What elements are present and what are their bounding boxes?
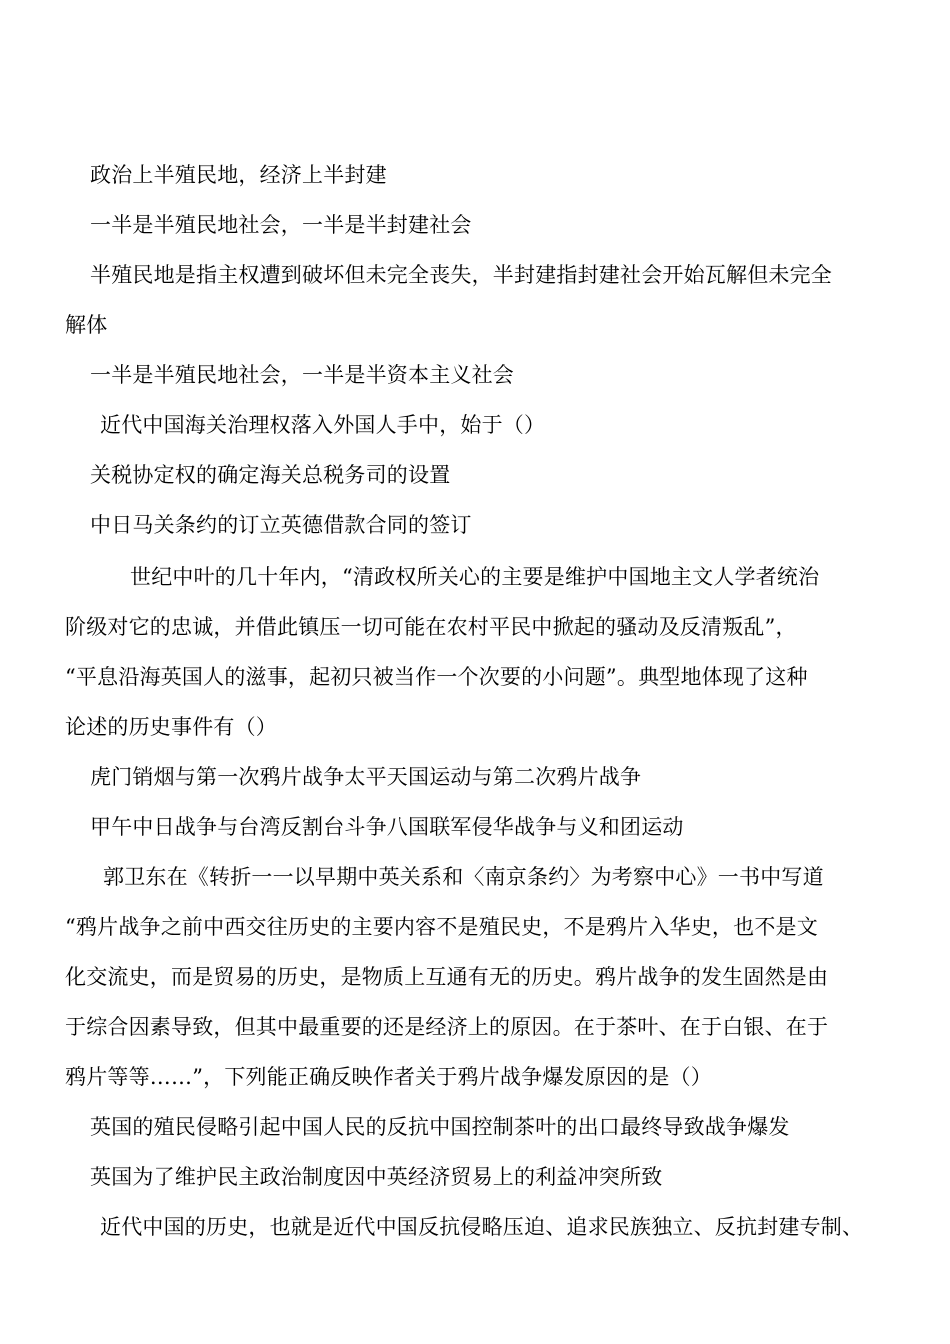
question-line-continued: 于综合因素导致，但其中最重要的还是经济上的原因。在于茶叶、在于白银、在于 bbox=[65, 1015, 829, 1039]
question-line: 近代中国的历史，也就是近代中国反抗侵略压迫、追求民族独立、反抗封建专制、 bbox=[100, 1215, 864, 1239]
option-line: 政治上半殖民地，经济上半封建 bbox=[90, 163, 387, 187]
question-line-continued: “平息沿海英国人的滋事，起初只被当作一个次要的小问题”。典型地体现了这种 bbox=[65, 665, 808, 689]
option-line: 半殖民地是指主权遭到破坏但未完全丧失，半封建指封建社会开始瓦解但未完全 bbox=[90, 263, 832, 287]
option-line: 甲午中日战争与台湾反割台斗争八国联军侵华战争与义和团运动 bbox=[90, 815, 684, 839]
option-line: 英国为了维护民主政治制度因中英经济贸易上的利益冲突所致 bbox=[90, 1165, 663, 1189]
question-line-continued: 论述的历史事件有（） bbox=[65, 715, 277, 739]
option-line: 一半是半殖民地社会，一半是半封建社会 bbox=[90, 213, 472, 237]
option-line: 一半是半殖民地社会，一半是半资本主义社会 bbox=[90, 363, 514, 387]
option-line: 英国的殖民侵略引起中国人民的反抗中国控制茶叶的出口最终导致战争爆发 bbox=[90, 1115, 790, 1139]
question-line-continued: “鸦片战争之前中西交往历史的主要内容不是殖民史，不是鸦片入华史，也不是文 bbox=[65, 915, 818, 939]
option-line: 中日马关条约的订立英德借款合同的签订 bbox=[90, 513, 472, 537]
question-line: 郭卫东在《转折一一以早期中英关系和〈南京条约〉为考察中心》一书中写道 bbox=[103, 865, 824, 889]
question-line: 世纪中叶的几十年内，“清政权所关心的主要是维护中国地主文人学者统治 bbox=[130, 565, 820, 589]
question-line-continued: 鸦片等等……”，下列能正确反映作者关于鸦片战争爆发原因的是（） bbox=[65, 1065, 712, 1089]
option-line-continued: 解体 bbox=[65, 313, 108, 337]
question-line: 近代中国海关治理权落入外国人手中，始于（） bbox=[100, 413, 546, 437]
option-line: 虎门销烟与第一次鸦片战争太平天国运动与第二次鸦片战争 bbox=[90, 765, 642, 789]
question-line-continued: 化交流史，而是贸易的历史，是物质上互通有无的历史。鸦片战争的发生固然是由 bbox=[65, 965, 829, 989]
question-line-continued: 阶级对它的忠诚，并借此镇压一切可能在农村平民中掀起的骚动及反清叛乱”， bbox=[65, 615, 797, 639]
option-line: 关税协定权的确定海关总税务司的设置 bbox=[90, 463, 451, 487]
